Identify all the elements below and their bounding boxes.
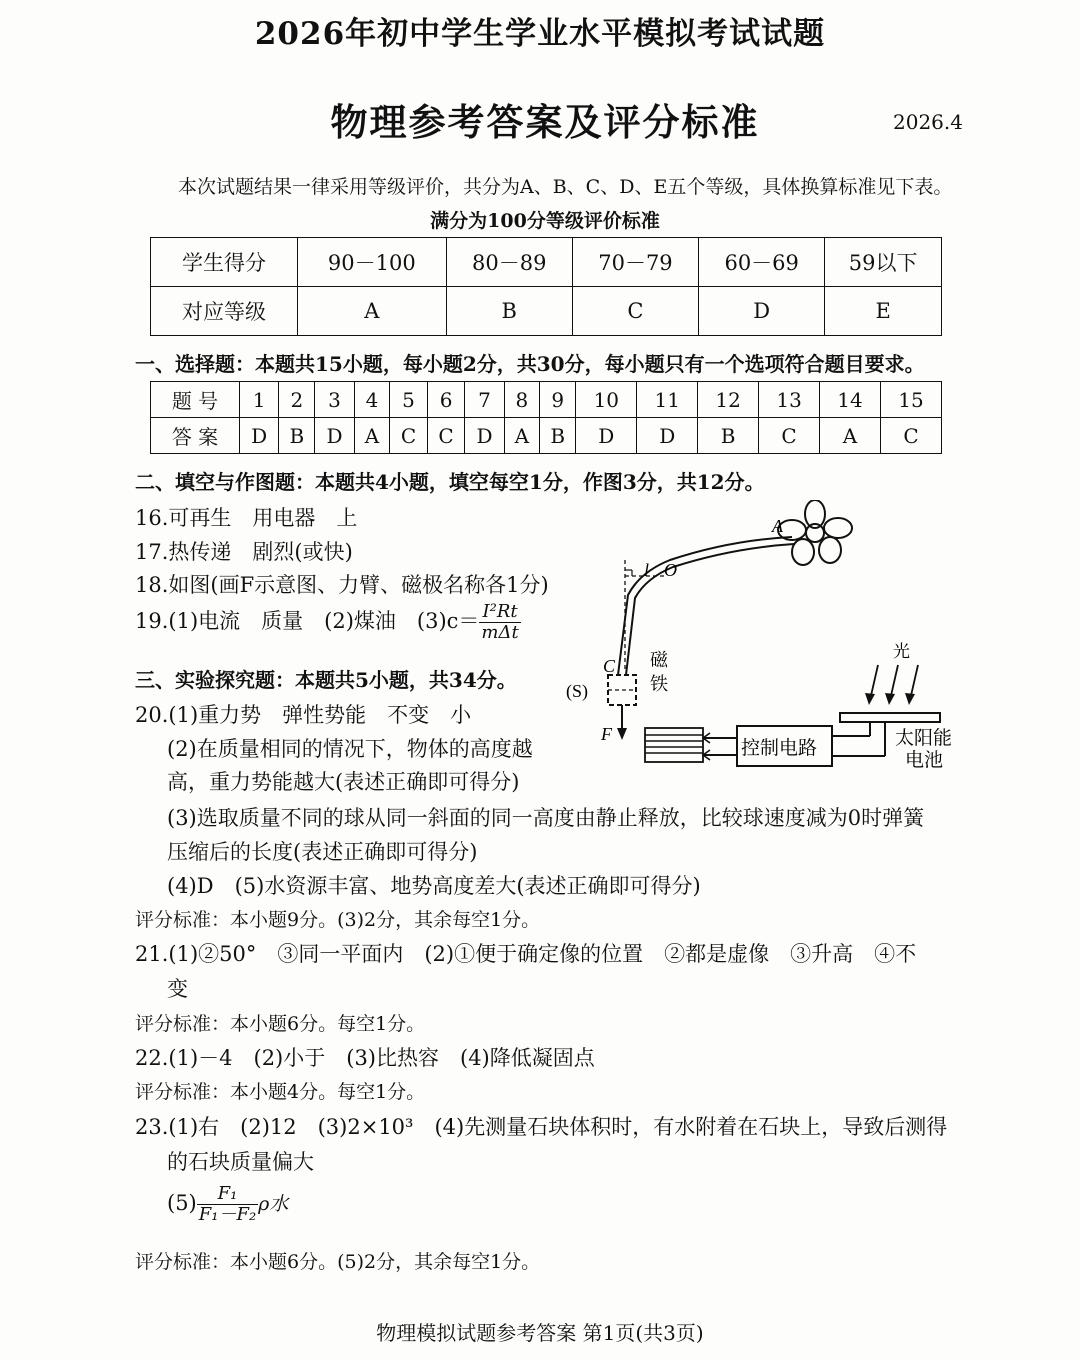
grade-table-score-row bbox=[151, 238, 942, 287]
answer-choice: D bbox=[637, 418, 698, 454]
coil-windings bbox=[645, 735, 703, 753]
q19-formula-numerator: I²Rt bbox=[479, 602, 520, 623]
answer-choice: D bbox=[465, 418, 504, 454]
answer-choice: C bbox=[427, 418, 465, 454]
exam-title: 2026年初中学生学业水平模拟考试试题 bbox=[254, 16, 826, 52]
label-control-circuit: 控制电路 bbox=[741, 737, 818, 759]
answer-q18: 18.如图(画F示意图、力臂、磁极名称各1分) bbox=[135, 573, 549, 597]
answer-choice: B bbox=[698, 418, 759, 454]
answer-q20-3-cont: 压缩后的长度(表述正确即可得分) bbox=[167, 840, 478, 864]
grade-table bbox=[150, 237, 942, 336]
answer-choice: A bbox=[504, 418, 540, 454]
label-s-pole: (S) bbox=[566, 681, 588, 701]
answer-choice: C bbox=[880, 418, 941, 454]
answer-q17: 17.热传递 剧烈(或快) bbox=[135, 540, 353, 564]
grade-letter: D bbox=[699, 287, 825, 336]
question-number: 8 bbox=[504, 382, 540, 418]
number-row-label: 题 号 bbox=[151, 382, 240, 418]
label-magnet: 铁 bbox=[650, 674, 668, 695]
answer-q20-4-5: (4)D (5)水资源丰富、地势高度差大(表述正确即可得分) bbox=[167, 874, 701, 898]
force-arrowhead bbox=[617, 728, 627, 740]
q23-5-formula bbox=[197, 1184, 258, 1225]
answer-q19 bbox=[135, 602, 521, 643]
section2-heading: 二、填空与作图题：本题共4小题，填空每空1分，作图3分，共12分。 bbox=[135, 470, 765, 494]
q23-5-numerator: F₁ bbox=[197, 1184, 258, 1205]
score-range: 59以下 bbox=[825, 238, 942, 287]
answer-row-label: 答 案 bbox=[151, 418, 240, 454]
answer-choice: B bbox=[279, 418, 315, 454]
scoring-q22: 评分标准：本小题4分。每空1分。 bbox=[135, 1081, 426, 1103]
scoring-q23: 评分标准：本小题6分。(5)2分，其余每空1分。 bbox=[135, 1251, 541, 1273]
light-ray-arrowheads bbox=[865, 693, 915, 705]
answer-table bbox=[150, 381, 942, 454]
q19-text: 19.(1)电流 质量 (2)煤油 (3)c＝ bbox=[135, 608, 480, 633]
grade-letter: A bbox=[298, 287, 447, 336]
page-footer: 物理模拟试题参考答案 第1页(共3页) bbox=[376, 1321, 704, 1345]
flower-icon bbox=[778, 500, 852, 565]
label-a: A bbox=[772, 516, 783, 536]
answer-q22: 22.(1)－4 (2)小于 (3)比热容 (4)降低凝固点 bbox=[135, 1046, 595, 1070]
answer-q21: 21.(1)②50° ③同一平面内 (2)①便于确定像的位置 ②都是虚像 ③升高 ④不 bbox=[135, 942, 917, 966]
answer-q23-cont: 的石块质量偏大 bbox=[167, 1150, 314, 1174]
score-row-label: 学生得分 bbox=[151, 238, 298, 287]
label-solar-cell: 太阳能 bbox=[895, 727, 953, 749]
label-c: C bbox=[603, 656, 616, 676]
date: 2026.4 bbox=[893, 110, 963, 134]
grade-letter: B bbox=[446, 287, 572, 336]
section3-heading: 三、实验探究题：本题共5小题，共34分。 bbox=[135, 668, 517, 692]
question-number: 15 bbox=[880, 382, 941, 418]
grade-row-label: 对应等级 bbox=[151, 287, 298, 336]
answer-key-title: 物理参考答案及评分标准 bbox=[330, 100, 760, 144]
answer-q21-cont: 变 bbox=[167, 977, 188, 1001]
q23-5-denominator: F₁－F₂ bbox=[198, 1203, 257, 1225]
answer-choice: A bbox=[354, 418, 390, 454]
answer-q23-5 bbox=[167, 1184, 288, 1225]
score-range: 90－100 bbox=[298, 238, 447, 287]
grade-table-caption: 满分为100分等级评价标准 bbox=[430, 210, 660, 232]
question-number: 12 bbox=[698, 382, 759, 418]
answer-q20-2: (2)在质量相同的情况下，物体的高度越 bbox=[167, 737, 533, 761]
score-range: 60－69 bbox=[699, 238, 825, 287]
answer-choice: B bbox=[540, 418, 576, 454]
answer-choice: C bbox=[759, 418, 820, 454]
question-number: 14 bbox=[820, 382, 881, 418]
question-number: 6 bbox=[427, 382, 465, 418]
scoring-q20: 评分标准：本小题9分。(3)2分，其余每空1分。 bbox=[135, 909, 541, 931]
scoring-q21: 评分标准：本小题6分。每空1分。 bbox=[135, 1013, 426, 1035]
answer-q20-2-cont: 高，重力势能越大(表述正确即可得分) bbox=[167, 770, 520, 794]
question-number: 3 bbox=[315, 382, 354, 418]
q19-formula bbox=[479, 602, 520, 643]
answer-q20-3: (3)选取质量不同的球从同一斜面的同一高度由静止释放，比较球速度减为0时弹簧 bbox=[167, 806, 925, 830]
label-l: l bbox=[644, 560, 650, 580]
question-number: 2 bbox=[279, 382, 315, 418]
label-magnet: 磁 bbox=[650, 650, 668, 671]
answer-q16: 16.可再生 用电器 上 bbox=[135, 506, 358, 530]
answer-choice: D bbox=[315, 418, 354, 454]
q23-5-label: (5) bbox=[167, 1190, 197, 1215]
score-range: 70－79 bbox=[572, 238, 698, 287]
lever-magnet-solar-figure bbox=[560, 500, 960, 785]
question-number: 10 bbox=[576, 382, 637, 418]
question-number: 13 bbox=[759, 382, 820, 418]
electromagnet-coil bbox=[645, 728, 703, 762]
answer-choice: C bbox=[390, 418, 428, 454]
label-f: F bbox=[601, 724, 612, 744]
answer-choice: D bbox=[576, 418, 637, 454]
question-number: 1 bbox=[240, 382, 279, 418]
question-number: 5 bbox=[390, 382, 428, 418]
q19-formula-denominator: mΔt bbox=[481, 621, 519, 643]
question-number: 11 bbox=[637, 382, 698, 418]
answer-choice: A bbox=[820, 418, 881, 454]
question-number: 9 bbox=[540, 382, 576, 418]
grade-table-grade-row bbox=[151, 287, 942, 336]
answer-q23: 23.(1)右 (2)12 (3)2×10³ (4)先测量石块体积时，有水附着在石块上，导致后测得 bbox=[135, 1115, 948, 1139]
label-o: O bbox=[664, 560, 677, 580]
label-light: 光 bbox=[893, 642, 910, 662]
answer-table-answer-row bbox=[151, 418, 942, 454]
label-solar-cell: 电池 bbox=[905, 749, 944, 771]
question-number: 7 bbox=[465, 382, 504, 418]
grading-intro: 本次试题结果一律采用等级评价，共分为A、B、C、D、E五个等级，具体换算标准见下表。 bbox=[178, 176, 953, 198]
answer-choice: D bbox=[240, 418, 279, 454]
grade-letter: E bbox=[825, 287, 942, 336]
solar-panel bbox=[840, 713, 940, 722]
answer-q20-1: 20.(1)重力势 弹性势能 不变 小 bbox=[135, 703, 472, 727]
score-range: 80－89 bbox=[446, 238, 572, 287]
q23-5-density: ρ水 bbox=[258, 1192, 289, 1215]
question-number: 4 bbox=[354, 382, 390, 418]
answer-table-number-row bbox=[151, 382, 942, 418]
section1-heading: 一、选择题：本题共15小题，每小题2分，共30分，每小题只有一个选项符合题目要求。 bbox=[135, 352, 925, 376]
grade-letter: C bbox=[572, 287, 698, 336]
